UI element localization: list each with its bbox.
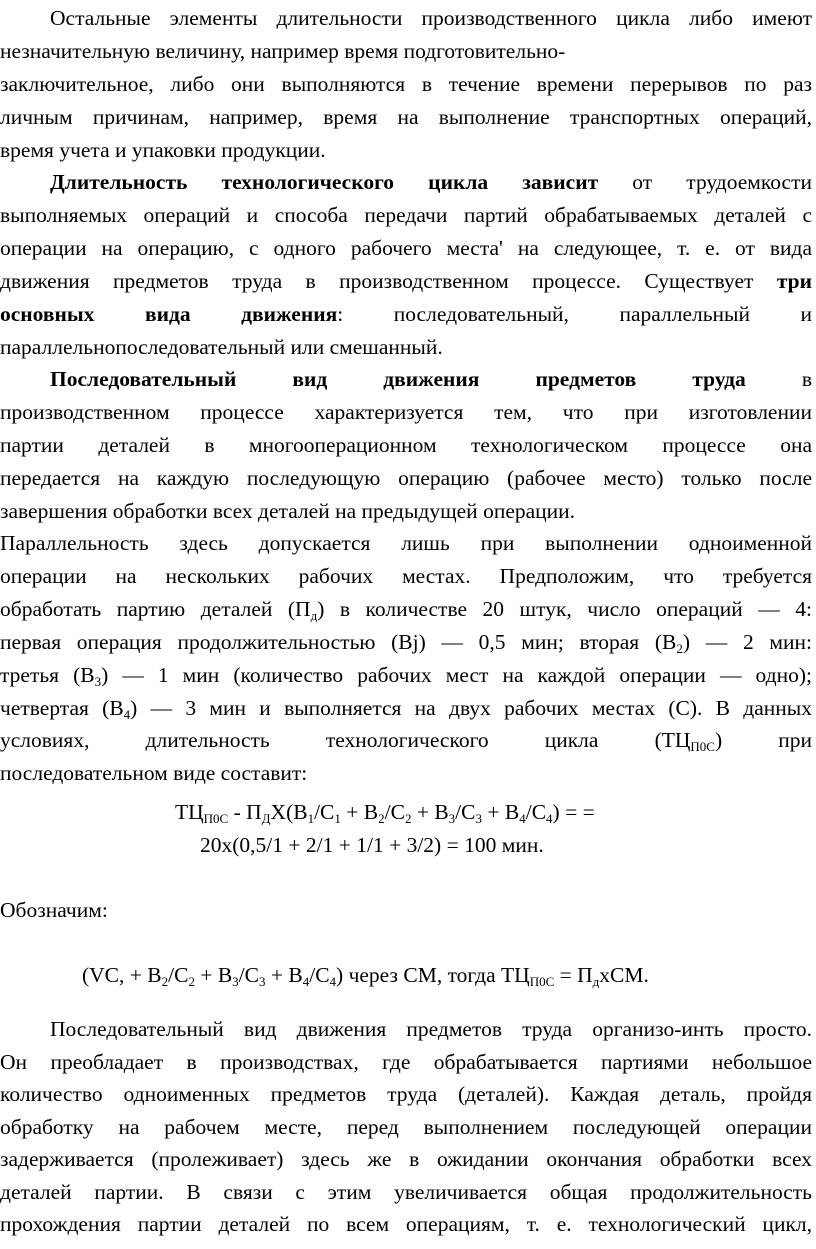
formula-line	[82, 959, 649, 992]
formula-line	[200, 829, 544, 862]
paragraph-line	[0, 232, 812, 265]
subscript-text: 3	[475, 811, 482, 826]
text-segment: ) — 1 мин (количество рабочих мест на каждой операции — одно);	[101, 662, 812, 687]
text-segment: 20х(0,5/1 + 2/1 + 1/1 + 3/2) = 100 мин.	[200, 833, 544, 857]
text-segment: операции на нескольких рабочих местах. Предположим, что требуется	[0, 563, 812, 588]
text-segment: Обозначим:	[0, 898, 108, 922]
text-segment: ) в количестве 20 штук, число операций — 4:	[317, 596, 812, 621]
paragraph-line	[0, 265, 812, 298]
text-segment: последовательном виде составит:	[0, 761, 308, 786]
subscript-text: д	[592, 974, 600, 989]
text-segment: задерживается (пролеживает) здесь же в ожидании окончания обработки всех	[0, 1147, 812, 1171]
text-segment: деталей партии. В связи с этим увеличивается общая продолжительность	[0, 1179, 812, 1204]
text-segment: прохождения партии деталей по всем операциям, т. е. технологический цикл,	[0, 1212, 812, 1236]
text-segment: время учета и упаковки продукции.	[0, 137, 326, 162]
text-segment: личным причинам, например, время на выполнение транспортных операций,	[0, 104, 812, 129]
paragraph-line	[0, 134, 812, 167]
text-segment: третья (B	[0, 662, 95, 687]
paragraph-line	[0, 659, 812, 692]
text-segment: /С	[525, 800, 547, 824]
subscript-text: 3	[94, 673, 102, 689]
paragraph-line	[0, 692, 812, 725]
paragraph-line	[0, 1208, 812, 1241]
text-segment: условиях, длительность технологического цикла (ТЦ	[0, 728, 691, 753]
subscript-text: 2	[676, 640, 683, 656]
paragraph-line	[0, 199, 812, 232]
subscript-text: П0С	[203, 811, 229, 826]
text-segment: + В	[482, 800, 520, 824]
paragraph-line	[0, 724, 812, 757]
paragraph-line	[50, 1013, 812, 1046]
text-segment: Х(В	[270, 800, 308, 824]
text-segment: : последовательный, параллельный и	[337, 301, 812, 326]
text-segment: /С	[168, 963, 189, 987]
subscript-text: П0С	[690, 739, 715, 755]
paragraph-line	[0, 495, 812, 528]
subscript-text: 4	[519, 811, 526, 826]
subscript-text: 1	[334, 811, 341, 826]
paragraph-line	[0, 626, 812, 659]
text-segment: Последовательный вид движения предметов труда организо-инть просто.	[50, 1017, 812, 1041]
paragraph-line	[0, 1078, 812, 1111]
paragraph-line	[0, 527, 812, 560]
text-segment: Остальные элементы длительности производственного цикла либо имеют	[50, 6, 812, 30]
subscript-text: 4	[329, 974, 337, 989]
subscript-text: 4	[546, 811, 553, 826]
paragraph-line	[0, 396, 812, 429]
text-segment: ТЦ	[175, 800, 204, 824]
paragraph-line	[0, 429, 812, 462]
subscript-text: 4	[302, 974, 310, 989]
text-segment: хСМ.	[599, 963, 649, 987]
subscript-text: 3	[259, 974, 266, 989]
text-segment: /С	[309, 963, 330, 987]
text-segment: партии деталей в многооперационном технологическом процессе она	[0, 432, 812, 457]
text-segment: - П	[228, 800, 262, 824]
text-segment: операции на операцию, с одного рабочего места' на следующее, т. е. от вида	[0, 235, 812, 260]
text-segment: /С	[455, 800, 476, 824]
bold-text: Длительность технологического цикла зависит	[50, 170, 599, 194]
text-segment: обработать партию деталей (П	[0, 596, 311, 621]
paragraph-line	[50, 2, 812, 35]
paragraph-line	[0, 1143, 812, 1176]
text-segment: заключительное, либо они выполняются в течение времени перерывов по раз	[0, 71, 812, 96]
paragraph-line	[50, 363, 812, 396]
subscript-text: д	[310, 607, 318, 623]
paragraph-line	[0, 757, 812, 790]
text-segment: (VC, + В	[82, 963, 162, 987]
text-segment: параллельнопоследовательный или смешанный.	[0, 334, 443, 359]
text-segment: передается на каждую последующую операцию (рабочее место) только после	[0, 465, 812, 490]
text-segment: ) — 2 мин:	[682, 629, 812, 654]
subscript-text: 3	[232, 974, 239, 989]
text-segment: четвертая (B	[0, 695, 124, 720]
text-line	[0, 894, 108, 927]
bold-text: Последовательный вид движения предметов труда	[50, 367, 746, 391]
text-segment: = П	[554, 963, 593, 987]
text-segment: /С	[238, 963, 259, 987]
text-segment: выполняемых операций и способа передачи партий обрабатываемых деталей с	[0, 202, 812, 227]
paragraph-line	[0, 68, 812, 101]
text-segment: движения предметов труда в производственном процессе. Существует	[0, 268, 777, 293]
text-segment: + В	[340, 800, 379, 824]
text-segment: в	[745, 367, 812, 391]
paragraph-line	[0, 593, 812, 626]
paragraph-line	[0, 101, 812, 134]
text-segment: /С	[384, 800, 405, 824]
text-segment: ) = =	[552, 800, 595, 824]
paragraph-line	[0, 1046, 812, 1079]
text-segment: количество одноименных предметов труда (деталей). Каждая деталь, пройдя	[0, 1082, 812, 1106]
paragraph-line	[0, 560, 812, 593]
subscript-text: 2	[161, 974, 169, 989]
text-segment: производственном процессе характеризуется тем, что при изготовлении	[0, 399, 812, 424]
text-segment: + В	[265, 963, 303, 987]
subscript-text: Д	[261, 811, 271, 826]
text-segment: ) — 3 мин и выполняется на двух рабочих местах (С). В данных	[130, 695, 812, 720]
subscript-text: 2	[378, 811, 385, 826]
subscript-text: 2	[188, 974, 195, 989]
text-segment: обработку на рабочем месте, перед выполнением последующей операции	[0, 1114, 812, 1139]
subscript-text: П0С	[529, 974, 555, 989]
formula-line	[175, 796, 595, 829]
bold-text: три	[776, 268, 812, 293]
text-segment: + В	[411, 800, 449, 824]
paragraph-line	[0, 1176, 812, 1209]
subscript-text: 1	[307, 811, 315, 826]
text-segment: Параллельность здесь допускается лишь при выполнении одноименной	[0, 531, 812, 555]
text-segment: ) при	[714, 728, 812, 753]
bold-text: основных вида движения	[0, 301, 338, 326]
text-segment: от трудоемкости	[598, 170, 812, 194]
subscript-text: 4	[123, 706, 131, 722]
paragraph-line	[0, 462, 812, 495]
text-segment: незначительную величину, например время подготовительно-	[0, 38, 566, 63]
text-segment: /С	[314, 800, 335, 824]
subscript-text: 2	[404, 811, 412, 826]
text-segment: Он преобладает в производствах, где обрабатывается партиями небольшое	[0, 1049, 812, 1074]
text-segment: + В	[194, 963, 233, 987]
subscript-text: 3	[448, 811, 456, 826]
text-segment: завершения обработки всех деталей на предыдущей операции.	[0, 498, 576, 523]
paragraph-line	[0, 298, 812, 331]
paragraph-line	[50, 166, 812, 199]
paragraph-line	[0, 35, 812, 68]
text-segment: ) через СМ, тогда ТЦ	[336, 963, 530, 987]
text-segment: первая операция продолжительностью (Bj) — 0,5 мин; вторая (B	[0, 629, 677, 654]
paragraph-line	[0, 1111, 812, 1144]
paragraph-line	[0, 331, 812, 364]
